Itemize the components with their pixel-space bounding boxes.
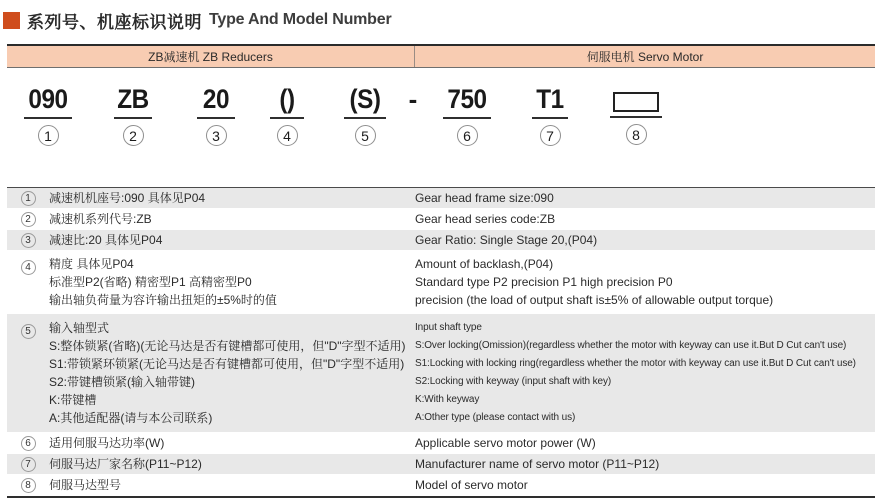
row-number-badge: 6 [21, 436, 36, 451]
model-part-value: (S) [349, 84, 381, 114]
circled-number-badge: 7 [540, 125, 561, 146]
row-en-line: Amount of backlash,(P04) [415, 257, 554, 271]
row-cn-line: 标准型P2(省略) 精密型P1 高精密型P0 [49, 275, 252, 289]
model-part-value: ZB [117, 84, 149, 114]
empty-model-box [613, 92, 659, 112]
page-title-bar [3, 9, 879, 31]
underline [610, 116, 662, 118]
row-en-text: Gear head series code:ZB [415, 212, 556, 226]
row-cn-line: K:带键槽 [49, 393, 97, 407]
row-number-badge: 2 [21, 212, 36, 227]
section-header-band [7, 44, 875, 68]
underline [344, 117, 386, 119]
underline [197, 117, 235, 119]
page-title-chinese: 系列号、机座标识说明 [27, 12, 202, 32]
row-en-line: A:Other type (please contact with us) [415, 412, 576, 423]
row-en-line: K:With keyway [415, 394, 480, 405]
row-cn-line: 精度 具体见P04 [49, 257, 134, 271]
spec-table [7, 187, 875, 498]
table-row [7, 314, 875, 433]
circled-number-badge: 6 [457, 125, 478, 146]
row-cn-text: 伺服马达型号 [49, 478, 122, 492]
model-separator-dash: - [408, 84, 418, 114]
row-cn-line: A:其他适配器(请与本公司联系) [49, 411, 213, 425]
row-cn-text: 减速比:20 具体见P04 [49, 233, 163, 247]
row-en-text: Manufacturer name of servo motor (P11~P12) [415, 457, 660, 471]
row-number-badge: 1 [21, 191, 36, 206]
table-row [7, 454, 875, 475]
circled-number-badge: 8 [626, 124, 647, 145]
header-zb-reducers: ZB减速机 ZB Reducers [7, 46, 415, 67]
row-en-line: S1:Locking with locking ring(regardless whether the motor with keyway can use it.But D Cut can't use) [415, 358, 856, 369]
row-cn-text: 减速机机座号:090 具体见P04 [49, 191, 206, 205]
table-row [7, 433, 875, 454]
underline [532, 117, 568, 119]
row-number-badge: 5 [21, 324, 36, 339]
row-en-line: S2:Locking with keyway (input shaft with key) [415, 376, 612, 387]
row-en-line: S:Over locking(Omission)(regardless whether the motor with keyway can use it.But D Cut can't use) [415, 340, 847, 351]
model-part-frame-size [3, 83, 93, 146]
row-cn-line: S2:带键槽锁紧(输入轴带键) [49, 375, 196, 389]
model-number-diagram [0, 83, 879, 159]
row-cn-line: 输入轴型式 [49, 321, 110, 335]
row-en-line: Standard type P2 precision P1 high precision P0 [415, 275, 673, 289]
row-en-text: Model of servo motor [415, 478, 528, 492]
row-cn-text: 伺服马达厂家名称(P11~P12) [49, 457, 202, 471]
row-cn-text: 减速机系列代号:ZB [49, 212, 152, 226]
row-number-badge: 8 [21, 478, 36, 493]
model-part-motor-power [422, 83, 512, 146]
row-en-text: Gear Ratio: Single Stage 20,(P04) [415, 233, 598, 247]
circled-number-badge: 1 [38, 125, 59, 146]
model-part-input-shaft-type [320, 83, 410, 146]
circled-number-badge: 3 [206, 125, 227, 146]
row-en-line: Input shaft type [415, 322, 482, 333]
row-cn-line: S:整体锁紧(省略)(无论马达是否有键槽都可使用，但"D"字型不适用) [49, 339, 406, 353]
model-part-motor-model [591, 83, 681, 145]
circled-number-badge: 5 [355, 125, 376, 146]
row-number-badge: 4 [21, 260, 36, 275]
underline [443, 117, 491, 119]
table-row [7, 230, 875, 251]
underline [270, 117, 304, 119]
table-row [7, 251, 875, 314]
header-servo-motor: 伺服电机 Servo Motor [586, 50, 704, 64]
row-en-text: Applicable servo motor power (W) [415, 436, 596, 450]
row-en-text: Gear head frame size:090 [415, 191, 554, 205]
underline [24, 117, 72, 119]
model-part-series-code [88, 83, 178, 146]
model-part-value: 20 [202, 84, 230, 114]
table-row [7, 475, 875, 496]
circled-number-badge: 2 [123, 125, 144, 146]
row-number-badge: 3 [21, 233, 36, 248]
model-part-manufacturer [505, 83, 595, 146]
model-part-value: 090 [28, 84, 68, 114]
circled-number-badge: 4 [277, 125, 298, 146]
model-part-value: T1 [536, 84, 564, 114]
row-cn-line: 输出轴负荷量为容许输出扭矩的±5%时的值 [49, 293, 277, 307]
row-cn-line: S1:带锁紧环锁紧(无论马达是否有键槽都可使用，但"D"字型不适用) [49, 357, 405, 371]
page-title-english: Type And Model Number [209, 11, 392, 28]
orange-square-bullet-icon [3, 12, 20, 29]
model-part-value: 750 [447, 84, 487, 114]
table-row [7, 209, 875, 230]
row-number-badge: 7 [21, 457, 36, 472]
row-en-line: precision (the load of output shaft is±5% of allowable output torque) [415, 293, 774, 307]
row-cn-text: 适用伺服马达功率(W) [49, 436, 165, 450]
table-row [7, 188, 875, 209]
model-part-precision [242, 83, 332, 146]
model-part-value: () [279, 84, 295, 114]
underline [114, 117, 152, 119]
